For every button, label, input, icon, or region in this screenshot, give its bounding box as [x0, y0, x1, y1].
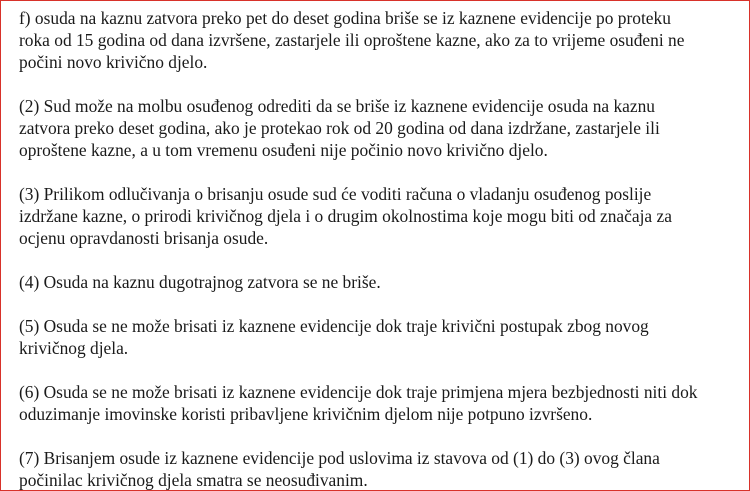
text-line: f) osuda na kaznu zatvora preko pet do deset godina briše se iz kaznene evidencije po proteku — [19, 8, 671, 28]
text-line: počini novo krivično djelo. — [19, 52, 208, 72]
text-line: krivičnog djela. — [19, 338, 129, 358]
paragraph-4 — [19, 271, 741, 293]
text-line: počinilac krivičnog djela smatra se neosuđivanim. — [19, 470, 368, 490]
text-line: roka od 15 godina od dana izvršene, zastarjele ili oproštene kazne, ako za to vrijeme osuđeni ne — [19, 30, 685, 50]
text-line: (6) Osuda se ne može brisati iz kaznene evidencije dok traje primjena mjera bezbjednosti niti dok — [19, 382, 698, 402]
text-line: (5) Osuda se ne može brisati iz kaznene evidencije dok traje krivični postupak zbog novog — [19, 316, 649, 336]
document-body — [19, 7, 741, 491]
paragraph-6 — [19, 381, 741, 425]
paragraph-2 — [19, 95, 741, 161]
text-line: oduzimanje imovinske koristi pribavljene krivičnim djelom nije potpuno izvršeno. — [19, 404, 593, 424]
text-line: izdržane kazne, o prirodi krivičnog djela i o drugim okolnostima koje mogu biti od značaja za — [19, 206, 672, 226]
paragraph-7 — [19, 447, 741, 491]
text-line: (2) Sud može na molbu osuđenog odrediti da se briše iz kaznene evidencije osuda na kaznu — [19, 96, 656, 116]
paragraph-3 — [19, 183, 741, 249]
text-line: zatvora preko deset godina, ako je protekao rok od 20 godina od dana izdržane, zastarjele ili — [19, 118, 660, 138]
paragraph-f — [19, 7, 741, 73]
text-line: (7) Brisanjem osude iz kaznene evidencije pod uslovima iz stavova od (1) do (3) ovog člana — [19, 448, 660, 468]
text-line: (4) Osuda na kaznu dugotrajnog zatvora se ne briše. — [19, 272, 381, 292]
text-line: ocjenu opravdanosti brisanja osude. — [19, 228, 269, 248]
text-line: (3) Prilikom odlučivanja o brisanju osude sud će voditi računa o vladanju osuđenog poslije — [19, 184, 652, 204]
text-line: oproštene kazne, a u tom vremenu osuđeni nije počinio novo krivično djelo. — [19, 140, 548, 160]
paragraph-5 — [19, 315, 741, 359]
